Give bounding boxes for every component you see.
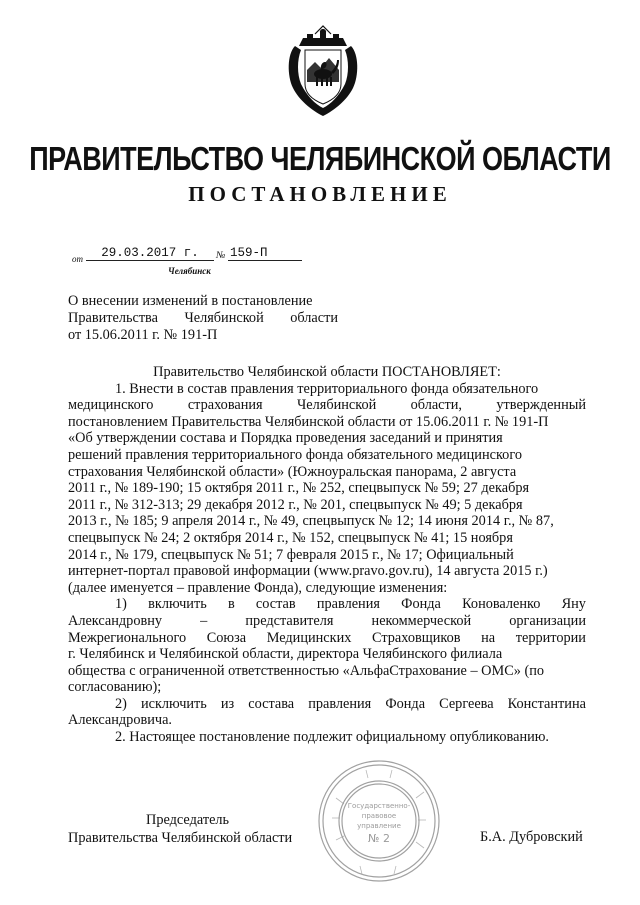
city-name: Челябинск (168, 266, 211, 276)
document-type: ПОСТАНОВЛЕНИЕ (188, 182, 452, 206)
body-line: постановлением Правительства Челябинской области от 15.06.2011 г. № 191-П (68, 413, 549, 430)
body-line: общества с ограниченной ответственностью «АльфаСтрахование – ОМС» (по (68, 662, 545, 679)
document-subject (68, 293, 338, 344)
official-stamp-seal (316, 758, 442, 884)
coat-of-arms-emblem (285, 24, 361, 120)
body-line: Межрегионального Союза Медицинских Страховщиков на территории (68, 629, 586, 646)
svg-text:правовое: правовое (361, 812, 397, 820)
body-line: медицинского страхования Челябинской области, утвержденный (68, 397, 586, 414)
body-line: страхования Челябинской области» (Южноуральская панорама, 2 августа (68, 463, 517, 480)
svg-text:№ 2: № 2 (368, 832, 390, 845)
subject-line: от 15.06.2011 г. № 191-П (68, 327, 218, 343)
subject-line: Правительства Челябинской области (68, 310, 338, 326)
body-line: 1. Внести в состав правления территориального фонда обязательного (115, 380, 539, 397)
document-number: 159-П (228, 246, 302, 261)
svg-text:управление: управление (357, 822, 401, 830)
body-line: согласованию); (68, 679, 162, 696)
body-line: 2) исключить из состава правления Фонда Сергеева Константина (115, 695, 586, 712)
date-from-label: от (72, 254, 83, 264)
body-line: 2013 г., № 185; 9 апреля 2014 г., № 49, спецвыпуск № 12; 14 июня 2014 г., № 87, (68, 513, 554, 530)
body-line: Александровича. (68, 712, 172, 729)
body-line: г. Челябинск и Челябинской области, директора Челябинского филиала (68, 646, 503, 663)
document-body (68, 364, 586, 746)
body-line: «Об утверждении состава и Порядка проведения заседаний и принятия (68, 430, 503, 447)
body-line: 2014 г., № 179, спецвыпуск № 51; 7 февраля 2015 г., № 17; Официальный (68, 546, 514, 563)
position-line: Правительства Челябинской области (68, 829, 293, 846)
body-line: (далее именуется – правление Фонда), следующие изменения: (68, 579, 448, 596)
document-date: 29.03.2017 г. (86, 246, 214, 261)
svg-text:Государственно-: Государственно- (347, 802, 411, 810)
body-line: Александровну – представителя некоммерческой организации (68, 612, 586, 629)
signatory-name: Б.А. Дубровский (480, 829, 583, 845)
body-line: решений правления территориального фонда обязательного медицинского (68, 446, 522, 463)
body-line: 2. Настоящее постановление подлежит официальному опубликованию. (115, 729, 550, 746)
body-line: 2011 г., № 312-313; 29 декабря 2012 г., № 201, спецвыпуск № 49; 5 декабря (68, 496, 523, 513)
body-line: 1) включить в состав правления Фонда Коноваленко Яну (115, 596, 586, 613)
number-sign: № (216, 250, 226, 261)
body-line: Правительство Челябинской области ПОСТАНОВЛЯЕТ: (153, 364, 501, 380)
signatory-position (68, 812, 292, 847)
position-line: Председатель (146, 812, 230, 828)
body-line: интернет-портал правовой информации (www.pravo.gov.ru), 14 августа 2015 г.) (68, 563, 548, 580)
body-line: 2011 г., № 189-190; 15 октября 2011 г., № 252, спецвыпуск № 59; 27 декабря (68, 480, 530, 497)
government-title: ПРАВИТЕЛЬСТВО ЧЕЛЯБИНСКОЙ ОБЛАСТИ (29, 140, 611, 178)
subject-line: О внесении изменений в постановление (68, 293, 313, 309)
body-line: спецвыпуск № 24; 2 октября 2014 г., № 152, спецвыпуск № 41; 15 ноября (68, 529, 513, 546)
